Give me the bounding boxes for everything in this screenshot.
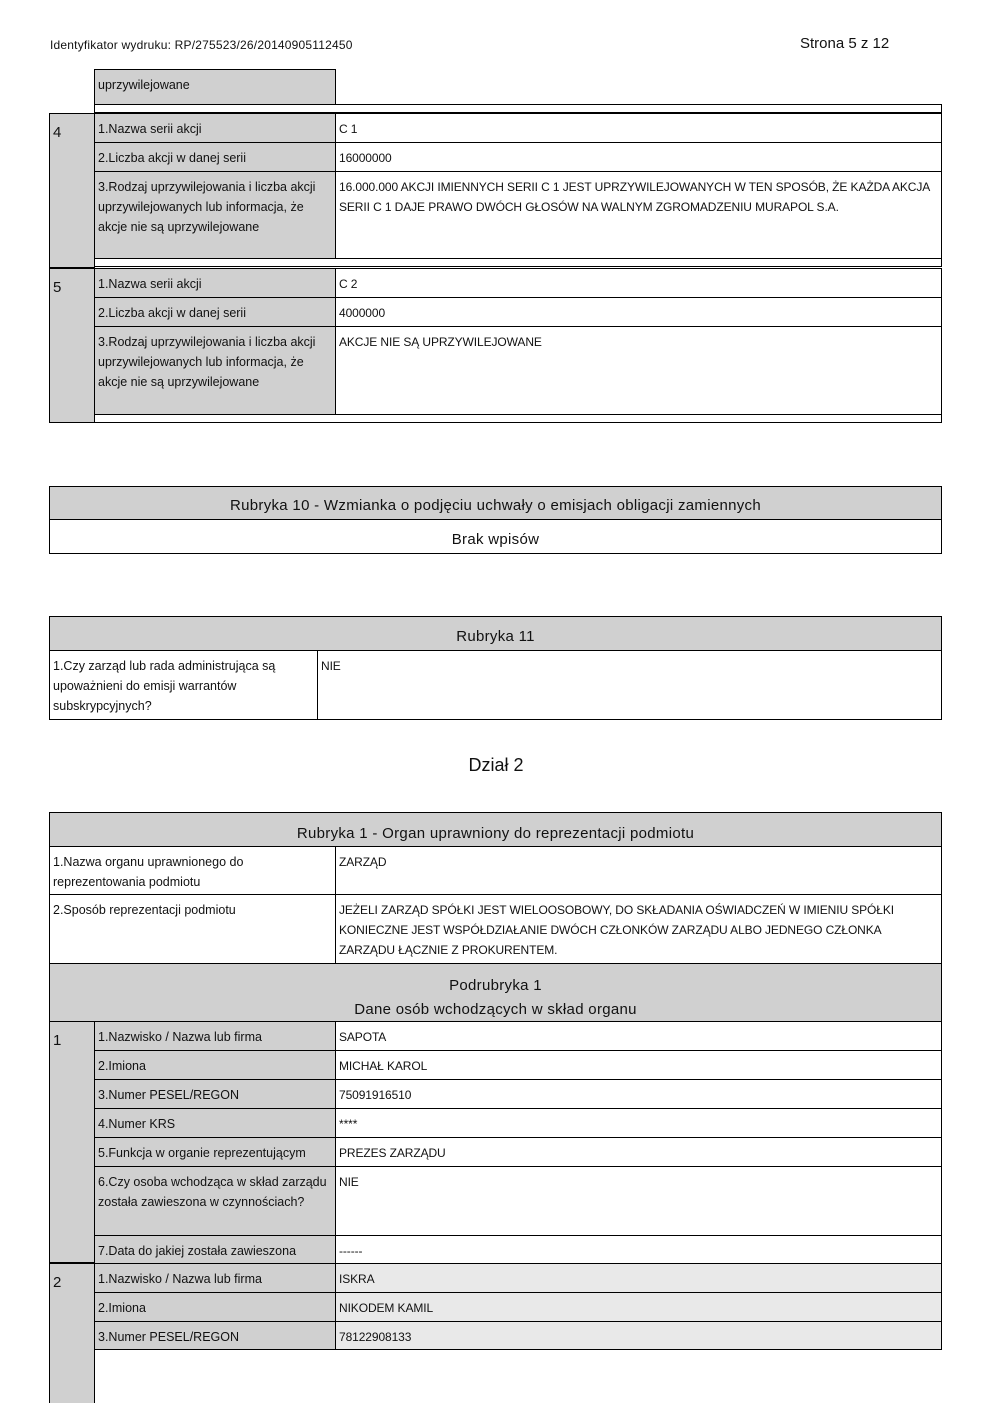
field-label: 1.Nazwa serii akcji [94, 268, 336, 298]
page-number: Strona 5 z 12 [800, 35, 890, 52]
field-label: 3.Rodzaj uprzywilejowania i liczba akcji uprzywilejowanych lub informacja, że akcje nie są uprzywilejowane [94, 171, 336, 259]
rubryka-10-title: Rubryka 10 - Wzmianka o podjęciu uchwały o emisjach obligacji zamiennych [49, 486, 942, 520]
rubryka-11-title: Rubryka 11 [49, 616, 942, 651]
print-identifier: Identyfikator wydruku: RP/275523/26/20140905112450 [50, 38, 353, 52]
field-label: 1.Nazwisko / Nazwa lub firma [94, 1263, 336, 1293]
field-label: 4.Numer KRS [94, 1108, 336, 1138]
field-value: C 1 [335, 113, 942, 143]
field-value: NIE [317, 650, 942, 720]
row-separator [94, 258, 942, 267]
field-label: 2.Liczba akcji w danej serii [94, 297, 336, 327]
series-number: 4 [49, 113, 95, 268]
d2-rubryka-1-title: Rubryka 1 - Organ uprawniony do reprezentacji podmiotu [49, 812, 942, 847]
field-value: 75091916510 [335, 1079, 942, 1109]
field-value: MICHAŁ KAROL [335, 1050, 942, 1080]
row-separator [94, 414, 942, 423]
field-label: 3.Rodzaj uprzywilejowania i liczba akcji uprzywilejowanych lub informacja, że akcje nie są uprzywilejowane [94, 326, 336, 415]
field-label: 6.Czy osoba wchodząca w skład zarządu została zawieszona w czynnościach? [94, 1166, 336, 1236]
rubryka-10-body: Brak wpisów [49, 519, 942, 554]
field-value: JEŻELI ZARZĄD SPÓŁKI JEST WIELOOSOBOWY, DO SKŁADANIA OŚWIADCZEŃ W IMIENIU SPÓŁKI KONIECZNE JEST WSPÓŁDZIAŁANIE DWÓCH CZŁONKÓW ZARZĄDU ALBO JEDNEGO CZŁONKA ZARZĄDU ŁĄCZNIE Z PROKURENTEM. [335, 894, 942, 964]
field-value: C 2 [335, 268, 942, 298]
field-label: 2.Imiona [94, 1292, 336, 1322]
field-value: NIKODEM KAMIL [335, 1292, 942, 1322]
field-label: 2.Liczba akcji w danej serii [94, 142, 336, 172]
field-label: 1.Nazwa organu uprawnionego do reprezentowania podmiotu [49, 846, 336, 895]
field-label: 5.Funkcja w organie reprezentującym [94, 1137, 336, 1167]
field-value: ZARZĄD [335, 846, 942, 895]
row-separator [94, 104, 942, 113]
field-label: 1.Nazwisko / Nazwa lub firma [94, 1021, 336, 1051]
person-number: 1 [49, 1021, 95, 1263]
field-label: 2.Sposób reprezentacji podmiotu [49, 894, 336, 964]
field-value: SAPOTA [335, 1021, 942, 1051]
podrubryka-number: Podrubryka 1 [449, 977, 542, 994]
podrubryka-title [49, 963, 942, 1022]
field-value: **** [335, 1108, 942, 1138]
person-number: 2 [49, 1263, 95, 1403]
field-value: NIE [335, 1166, 942, 1236]
field-label: 7.Data do jakiej została zawieszona [94, 1235, 336, 1264]
field-value: ------ [335, 1235, 942, 1264]
field-value: ISKRA [335, 1263, 942, 1293]
field-value: 16.000.000 AKCJI IMIENNYCH SERII C 1 JEST UPRZYWILEJOWANYCH W TEN SPOSÓB, ŻE KAŻDA AKCJA SERII C 1 DAJE PRAWO DWÓCH GŁOSÓW NA WALNYM ZGROMADZENIU MURAPOL S.A. [335, 171, 942, 259]
field-value: PREZES ZARZĄDU [335, 1137, 942, 1167]
field-value: 4000000 [335, 297, 942, 327]
field-value: AKCJE NIE SĄ UPRZYWILEJOWANE [335, 326, 942, 415]
field-label: 1.Nazwa serii akcji [94, 113, 336, 143]
podrubryka-subtitle: Dane osób wchodzących w skład organu [354, 1001, 637, 1018]
field-label: 3.Numer PESEL/REGON [94, 1079, 336, 1109]
field-value: 16000000 [335, 142, 942, 172]
field-label: 2.Imiona [94, 1050, 336, 1080]
series-label-tail: uprzywilejowane [94, 69, 336, 105]
field-value: 78122908133 [335, 1321, 942, 1350]
section-heading: Dział 2 [468, 755, 524, 775]
field-label: 3.Numer PESEL/REGON [94, 1321, 336, 1350]
series-number: 5 [49, 268, 95, 423]
field-label: 1.Czy zarząd lub rada administrująca są upoważnieni do emisji warrantów subskrypcyjnych? [49, 650, 318, 720]
